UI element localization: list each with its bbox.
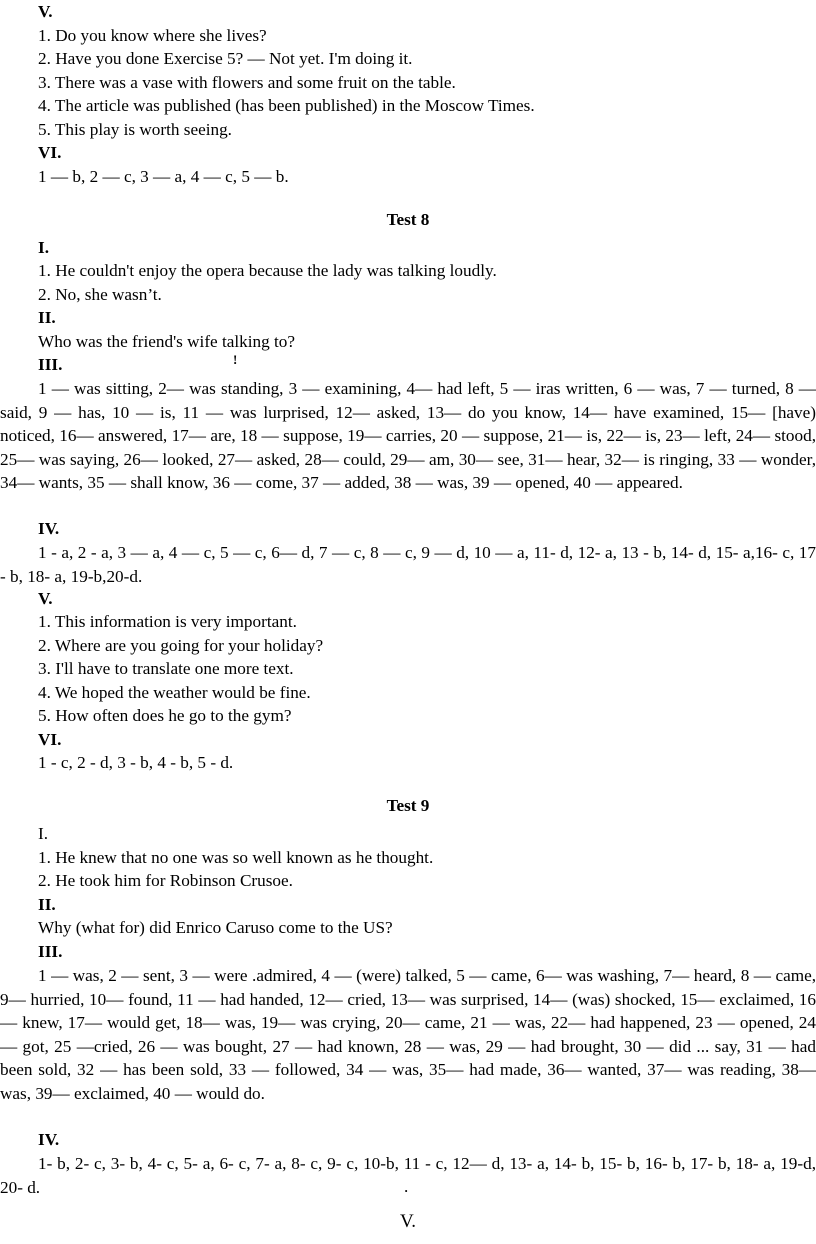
answer-line: 5. How often does he go to the gym?: [38, 706, 292, 725]
answer-line: 5. This play is worth seeing.: [38, 120, 232, 139]
answer-line: 1. He couldn't enjoy the opera because the lady was talking loudly.: [38, 261, 497, 280]
answer-line: 2. No, she wasn’t.: [38, 285, 162, 304]
answer-text: 1- b, 2- c, 3- b, 4- c, 5- a, 6- c, 7- a, 8- c, 9- c, 10-b, 11 - c, 12— d, 13- a, 14- b, 15- b, 16- b, 17- b, 18- a, 19-d, 20- d.: [0, 1154, 816, 1197]
answer-paragraph: [0, 964, 816, 1105]
section-heading: III.: [38, 942, 63, 961]
answer-line: 2. Have you done Exercise 5? — Not yet. I'm doing it.: [38, 49, 413, 68]
section-heading: V.: [399, 1211, 417, 1232]
answer-line: 2. He took him for Robinson Crusoe.: [38, 871, 293, 890]
section-heading: IV.: [38, 519, 60, 538]
answer-line: 4. We hoped the weather would be fine.: [38, 683, 311, 702]
answer-text: 1 — was, 2 — sent, 3 — were .admired, 4 — (were) talked, 5 — came, 6— was washing, 7— heard, 8 — came, 9— hurried, 10— found, 11 — had handed, 12— cried, 13— was surprised, 14— (was) shocked, 15— exclaimed, 16— knew, 17— would get, 18— was, 19— was crying, 20— came, 21 — was, 22— had happened, 23 — opened, 24 — got, 25 —cried, 26 — was bought, 27 — had known, 28 — was, 29 — had brought, 30 — did ... say, 31 — had been sold, 32 — has been sold, 33 — followed, 34 — was, 35— had made, 36— wanted, 37— was reading, 38— was, 39— exclaimed, 40 — would do.: [0, 966, 816, 1103]
answer-line: 3. There was a vase with flowers and some fruit on the table.: [38, 73, 456, 92]
section-heading: V.: [38, 589, 53, 608]
section-heading: II.: [38, 308, 56, 327]
answer-paragraph: [0, 377, 816, 495]
answer-text: 1 — was sitting, 2— was standing, 3 — examining, 4— had left, 5 — iras written, 6 — was, 7 — turned, 8 — said, 9 — has, 10 — is, 11 — was lurprised, 12— asked, 13— do you know, 14— have examined, 15— [have) noticed, 16— answered, 17— are, 18 — suppose, 19— carries, 20 — suppose, 21— is, 22— is, 23— left, 24— stood, 25— was saying, 26— looked, 27— asked, 28— could, 29— am, 30— see, 31— hear, 32— is ringing, 33 — wonder, 34— wants, 35 — shall know, 36 — come, 37 — added, 38 — was, 39 — opened, 40 — appeared.: [0, 379, 816, 492]
answer-line: 1 — b, 2 — c, 3 — a, 4 — c, 5 — b.: [38, 167, 289, 186]
test-title: Test 9: [386, 796, 430, 815]
answer-line: 2. Where are you going for your holiday?: [38, 636, 324, 655]
test-title: Test 8: [386, 210, 430, 229]
section-heading: II.: [38, 895, 56, 914]
section-heading: VI.: [38, 730, 62, 749]
answer-line: 1. Do you know where she lives?: [38, 26, 267, 45]
answer-line: Why (what for) did Enrico Caruso come to the US?: [38, 918, 393, 937]
stray-dot: .: [404, 1177, 409, 1196]
section-heading: VI.: [38, 143, 62, 162]
answer-paragraph: [0, 541, 816, 588]
stray-mark: !: [233, 352, 238, 367]
answer-line: 1 - c, 2 - d, 3 - b, 4 - b, 5 - d.: [38, 753, 234, 772]
section-heading: I.: [38, 824, 49, 843]
section-heading: III.: [38, 355, 63, 374]
answer-line: 3. I'll have to translate one more text.: [38, 659, 294, 678]
section-heading: IV.: [38, 1130, 60, 1149]
answer-line: 4. The article was published (has been published) in the Moscow Times.: [38, 96, 535, 115]
section-heading: V.: [38, 2, 53, 21]
answer-line: Who was the friend's wife talking to?: [38, 332, 296, 351]
answer-text: 1 - a, 2 - a, 3 — a, 4 — c, 5 — c, 6— d, 7 — c, 8 — c, 9 — d, 10 — a, 11- d, 12- a, 13 - b, 14- d, 15- a,16- c, 17 - b, 18- a, 19-b,20-d.: [0, 543, 816, 586]
answer-line: 1. He knew that no one was so well known as he thought.: [38, 848, 434, 867]
section-heading: I.: [38, 238, 49, 257]
answer-line: 1. This information is very important.: [38, 612, 297, 631]
